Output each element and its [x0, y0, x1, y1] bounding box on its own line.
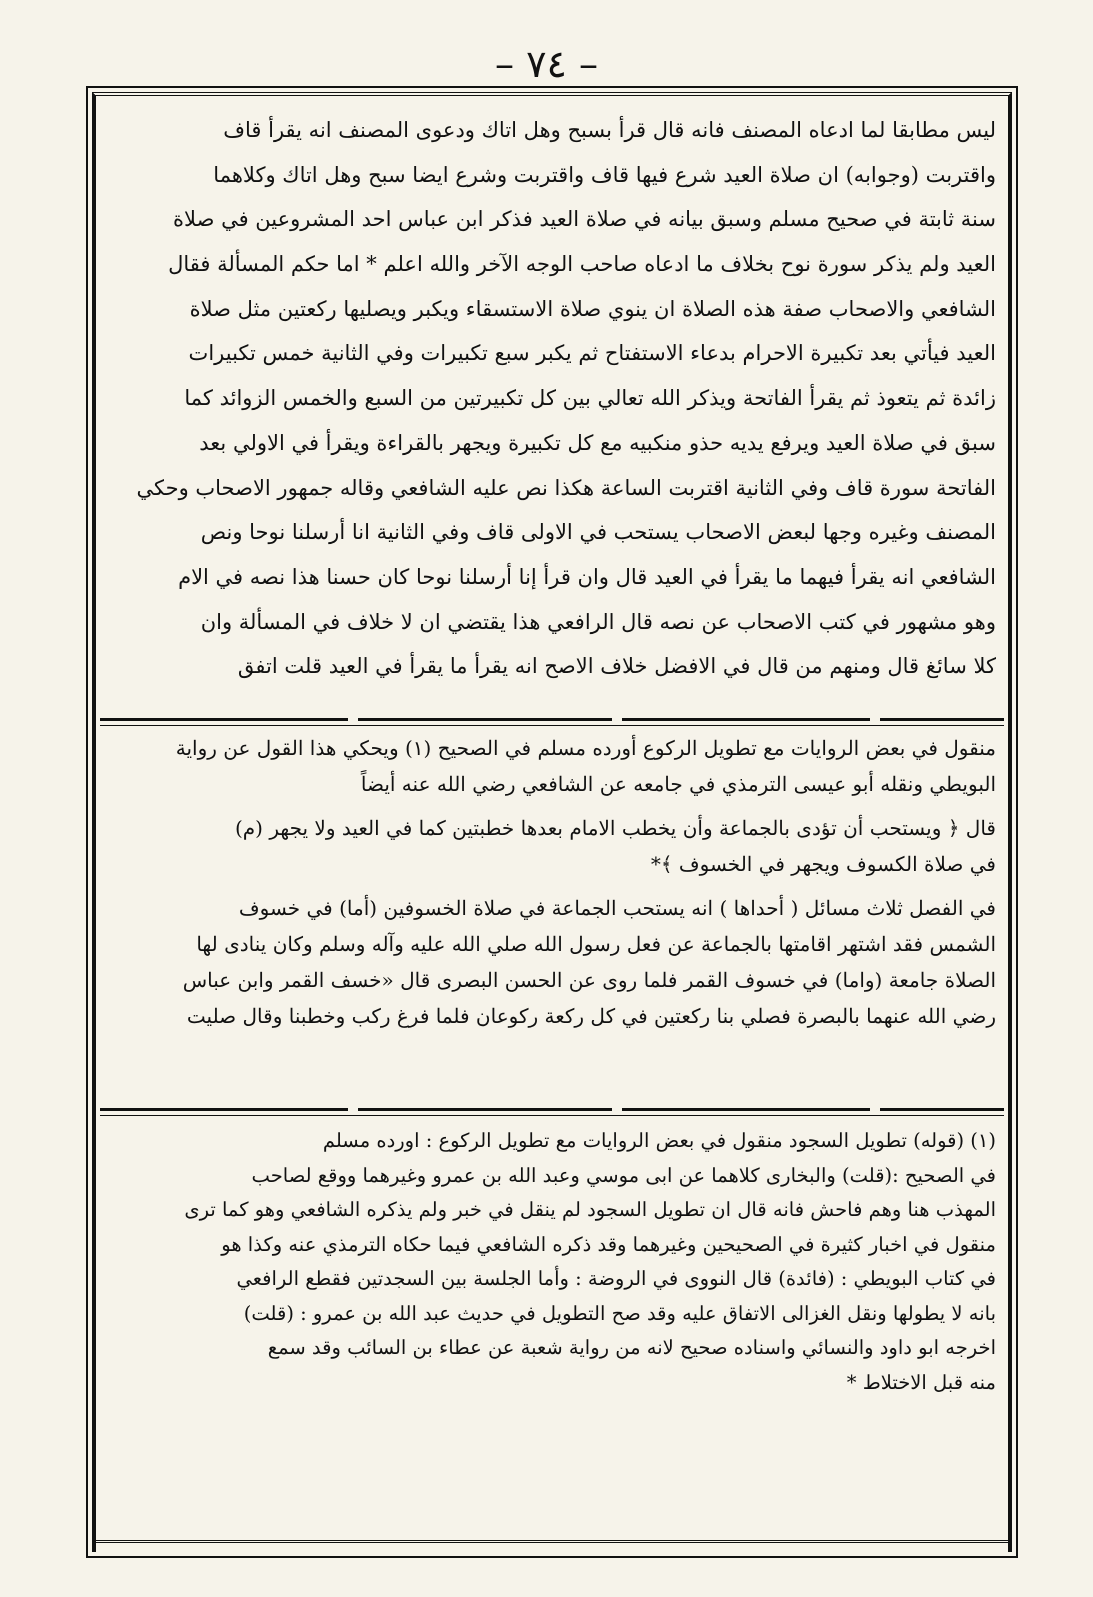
commentary-line: قال ﴿ ويستحب أن تؤدى بالجماعة وأن يخطب الامام بعدها خطبتين كما في العيد ولا يجهر (م): [234, 816, 996, 840]
main-text-line: العيد فيأتي بعد تكبيرة الاحرام بدعاء الاستفتاح ثم يكبر سبع تكبيرات وفي الثانية خمس تكبيرات: [188, 341, 996, 366]
footnote-line: المهذب هنا وهم فاحش فانه قال ان تطويل السجود لم ينقل في خبر ولم يذكره الشافعي وهو كما ترى: [184, 1198, 996, 1221]
footnote-line: بانه لا يطولها ونقل الغزالى الاتفاق عليه وقد صح التطويل في حديث عبد الله بن عمرو : (قلت): [243, 1301, 996, 1325]
page-number: – ٧٤ –: [494, 42, 598, 86]
commentary-line: البويطي ونقله أبو عيسى الترمذي في جامعه عن الشافعي رضي الله عنه أيضاً: [360, 772, 996, 796]
commentary-line: الصلاة جامعة (واما) في خسوف القمر فلما روى عن الحسن البصرى قال «خسف القمر وابن عباس: [182, 968, 996, 992]
commentary-line: منقول في بعض الروايات مع تطويل الركوع أورده مسلم في الصحيح (١) ويحكي هذا القول عن رواية: [175, 736, 996, 760]
main-text-line: العيد ولم يذكر سورة نوح بخلاف ما ادعاه صاحب الوجه الآخر والله اعلم * اما حكم المسألة فقال: [168, 252, 996, 277]
commentary-line: في صلاة الكسوف ويجهر في الخسوف ﴾*: [650, 852, 996, 876]
footnote-line: في الصحيح :(قلت) والبخارى كلاهما عن ابى موسي وعبد الله بن عمرو وغيرهما ووقع لصاحب: [251, 1163, 996, 1187]
footnote-divider: [100, 1108, 1004, 1111]
main-text-line: زائدة ثم يتعوذ ثم يقرأ الفاتحة ويذكر الله تعالي بين كل تكبيرتين من السبع والخمس الزوائد كما: [184, 386, 996, 411]
section-divider: [100, 718, 1004, 721]
main-text-line: واقتربت (وجوابه) ان صلاة العيد شرع فيها قاف واقتربت وشرع ايضا سبح وهل اتاك وكلاهما: [213, 162, 996, 187]
commentary-text: [108, 730, 996, 1034]
bottom-rule: [92, 1540, 1012, 1543]
main-text-line: الشافعي انه يقرأ فيهما ما يقرأ في العيد قال وان قرأ إنا أرسلنا نوحا كان حسنا هذا نصه في الام: [178, 564, 996, 589]
main-text-line: سنة ثابتة في صحيح مسلم وسبق بيانه في صلاة العيد فذكر ابن عباس احد المشروعين في صلاة: [173, 207, 996, 232]
footnote-line: منه قبل الاختلاط *: [846, 1370, 996, 1394]
commentary-line: رضي الله عنهما بالبصرة فصلي بنا ركعتين في كل ركعة ركوعان فلما فرغ ركب وخطبنا وقال صليت: [186, 1004, 996, 1028]
footnote-line: في كتاب البويطي : (فائدة) قال النووى في الروضة : وأما الجلسة بين السجدتين فقطع الرافعي: [236, 1267, 996, 1290]
commentary-line: الشمس فقد اشتهر اقامتها بالجماعة عن فعل رسول الله صلي الله عليه وآله وسلم وكان ينادى لها: [196, 932, 996, 956]
commentary-line: في الفصل ثلاث مسائل ( أحداها ) انه يستحب الجماعة في صلاة الخسوفين (أما) في خسوف: [238, 896, 996, 920]
footnote-line: (١) (قوله) تطويل السجود منقول في بعض الروايات مع تطويل الركوع : اورده مسلم: [322, 1129, 996, 1152]
main-text-line: الفاتحة سورة قاف وفي الثانية اقتربت الساعة هكذا نص عليه الشافعي وقاله جمهور الاصحاب وحكي: [136, 475, 996, 500]
main-text: [108, 108, 996, 689]
main-text-line: المصنف وغيره وجها لبعض الاصحاب يستحب في الاولى قاف وفي الثانية انا أرسلنا نوحا ونص: [200, 520, 996, 545]
main-text-line: الشافعي والاصحاب صفة هذه الصلاة ان ينوي صلاة الاستسقاء ويكبر ويصليها ركعتين مثل صلاة: [189, 296, 996, 321]
main-text-line: كلا سائغ قال ومنهم من قال في الافضل خلاف الاصح انه يقرأ ما يقرأ في العيد قلت اتفق: [237, 654, 996, 679]
footnote-line: منقول في اخبار كثيرة في الصحيحين وغيرهما وقد ذكره الشافعي فيما حكاه الترمذي عنه وكذا هو: [221, 1232, 996, 1256]
main-text-line: سبق في صلاة العيد ويرفع يديه حذو منكبيه مع كل تكبيرة ويجهر بالقراءة ويقرأ في الاولي بعد: [199, 430, 996, 455]
main-text-line: ليس مطابقا لما ادعاه المصنف فانه قال قرأ بسبح وهل اتاك ودعوى المصنف انه يقرأ قاف: [223, 118, 996, 142]
footnote-line: اخرجه ابو داود والنسائي واسناده صحيح لانه من رواية شعبة عن عطاء بن السائب وقد سمع: [267, 1336, 996, 1359]
main-text-line: وهو مشهور في كتب الاصحاب عن نصه قال الرافعي هذا يقتضي ان لا خلاف في المسألة وان: [200, 609, 996, 634]
footnote-text: [108, 1124, 996, 1400]
